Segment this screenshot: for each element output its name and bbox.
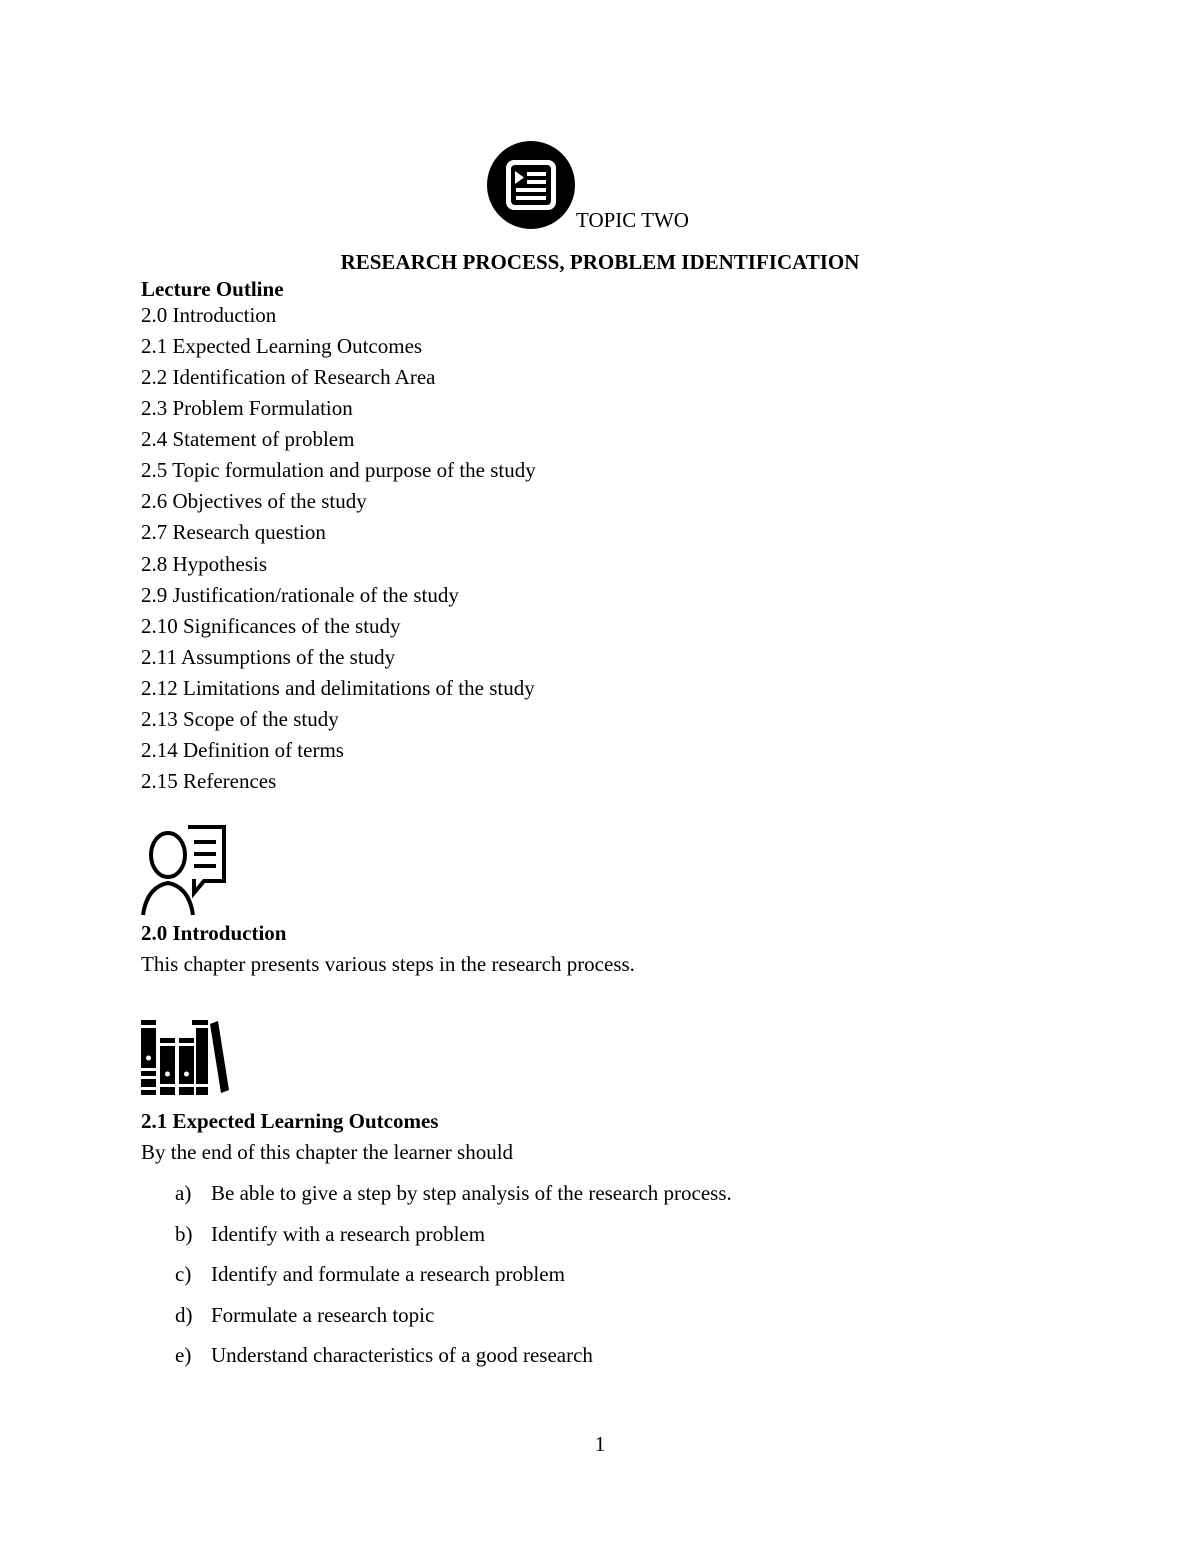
introduction-heading: 2.0 Introduction (141, 921, 287, 945)
outcomes-list (175, 1180, 732, 1383)
list-marker: a) (175, 1181, 192, 1205)
list-item-text: Identify and formulate a research problem (211, 1262, 565, 1286)
outline-item: 2.6 Objectives of the study (141, 489, 367, 514)
outline-item: 2.4 Statement of problem (141, 427, 355, 452)
list-marker: d) (175, 1302, 193, 1327)
outcomes-heading: 2.1 Expected Learning Outcomes (141, 1109, 439, 1133)
list-item-text: Identify with a research problem (211, 1221, 486, 1246)
list-item (175, 1180, 732, 1221)
outline-item: 2.1 Expected Learning Outcomes (141, 334, 423, 359)
topic-label: TOPIC TWO (576, 208, 689, 232)
outline-item: 2.12 Limitations and delimitations of the study (141, 675, 535, 700)
outline-item: 2.14 Definition of terms (141, 737, 344, 762)
outline-item: 2.9 Justification/rationale of the study (141, 582, 459, 607)
list-item (175, 1302, 732, 1343)
page-title: RESEARCH PROCESS, PROBLEM IDENTIFICATION (340, 250, 860, 274)
list-marker: b) (175, 1221, 193, 1246)
outline-item: 2.11 Assumptions of the study (141, 644, 396, 669)
outline-item: 2.15 References (141, 768, 277, 793)
outline-list (141, 302, 536, 799)
outcomes-intro: By the end of this chapter the learner should (141, 1140, 514, 1164)
list-item-text: Understand characteristics of a good research (211, 1343, 593, 1367)
introduction-text: This chapter presents various steps in the research process. (141, 952, 635, 976)
list-item (175, 1342, 732, 1383)
outline-item: 2.7 Research question (141, 520, 326, 545)
list-marker: c) (175, 1262, 192, 1286)
speaker-speech-icon (140, 825, 228, 917)
list-item-text: Formulate a research topic (211, 1302, 435, 1327)
presentation-list-icon (486, 140, 576, 230)
list-marker: e) (175, 1343, 192, 1367)
outline-item: 2.0 Introduction (141, 303, 277, 327)
outline-item: 2.2 Identification of Research Area (141, 365, 436, 390)
outline-item: 2.8 Hypothesis (141, 551, 267, 576)
list-item-text: Be able to give a step by step analysis of the research process. (211, 1181, 732, 1205)
page-number: 1 (594, 1432, 606, 1456)
list-item (175, 1221, 732, 1262)
outline-item: 2.5 Topic formulation and purpose of the study (141, 458, 536, 483)
outline-item: 2.13 Scope of the study (141, 706, 339, 731)
outline-item: 2.10 Significances of the study (141, 613, 401, 638)
list-item (175, 1261, 732, 1302)
books-icon (140, 1018, 230, 1096)
outline-item: 2.3 Problem Formulation (141, 396, 353, 421)
outline-heading: Lecture Outline (141, 277, 284, 301)
